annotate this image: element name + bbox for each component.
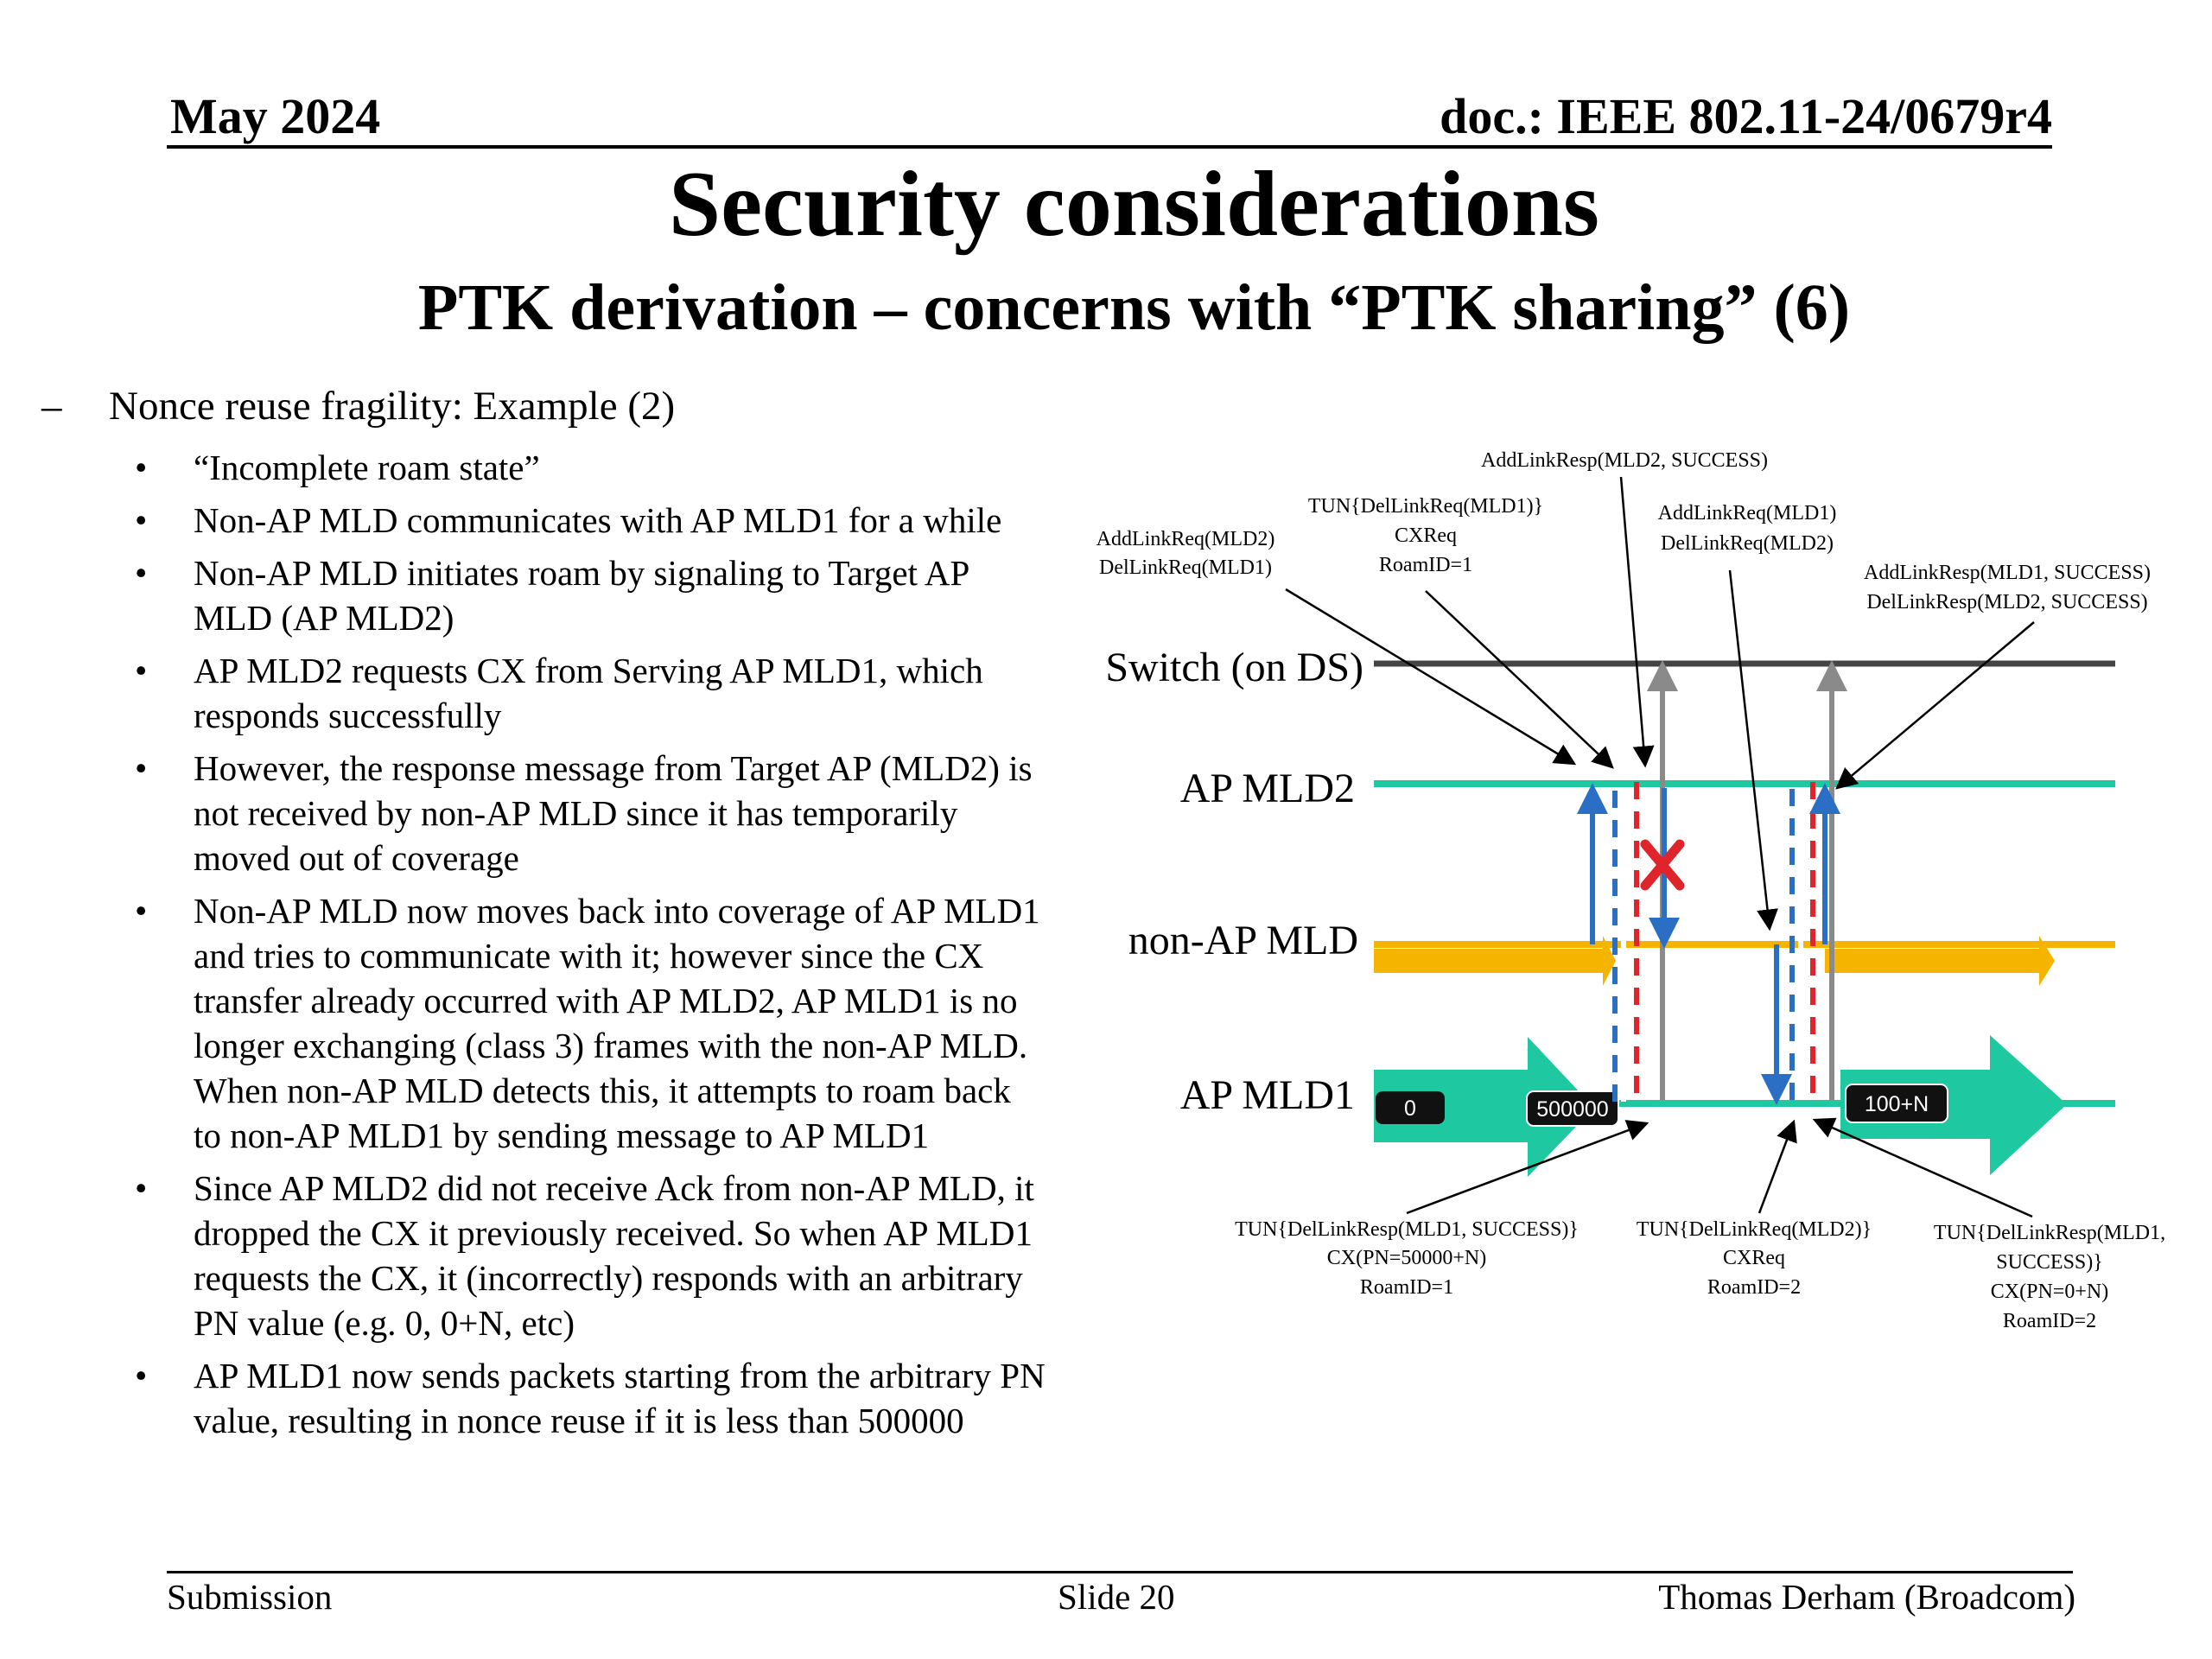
bullet-item: • Non-AP MLD initiates roam by signaling to Target AP MLD (AP MLD2) <box>130 550 1046 640</box>
annotation-addlinkresp-mld1 <box>1864 562 2151 613</box>
svg-text:AddLinkResp(MLD1, SUCCESS): AddLinkResp(MLD1, SUCCESS) <box>1863 562 2152 584</box>
svg-text:AddLinkResp(MLD2, SUCCESS): AddLinkResp(MLD2, SUCCESS) <box>1480 449 1769 472</box>
slide-subtitle: PTK derivation – concerns with “PTK sharing” (6) <box>417 271 1851 344</box>
callout-addlinkreq-mld1 <box>1730 570 1770 929</box>
annotation-addlinkreq-mld2 <box>1096 528 1275 579</box>
callout-tun-dellinkreq-mld2 <box>1759 1122 1794 1213</box>
svg-text:0: 0 <box>1404 1096 1416 1121</box>
pn-badge-end <box>1846 1084 1948 1122</box>
svg-text:SUCCESS)}: SUCCESS)} <box>1996 1251 2103 1274</box>
callout-addlinkresp-mld2 <box>1621 477 1645 766</box>
svg-text:500000: 500000 <box>1536 1097 1609 1122</box>
svg-text:DelLinkReq(MLD1): DelLinkReq(MLD1) <box>1099 556 1272 579</box>
svg-text:RoamID=2: RoamID=2 <box>2002 1310 2097 1332</box>
svg-text:CXReq: CXReq <box>1723 1247 1785 1269</box>
bullet-item: • However, the response message from Target AP (MLD2) is not received by non-AP MLD since it has temporarily moved out of coverage <box>130 746 1046 880</box>
annotation-addlinkreq-mld1 <box>1658 502 1837 555</box>
annotation-tun-dellinkresp-mld1-b <box>1934 1222 2165 1332</box>
bullet-item: • AP MLD2 requests CX from Serving AP MLD1, which responds successfully <box>130 648 1046 738</box>
bullet-item: • Non-AP MLD now moves back into coverage of AP MLD1 and tries to communicate with it; however since the CX transfer already occurred with AP MLD2, AP MLD1 is no longer exchanging (class 3) frames with the non-AP MLD. When non-AP MLD detects this, it attempts to roam back to non-AP MLD1 by sending message to AP MLD1 <box>130 888 1046 1158</box>
svg-text:CX(PN=0+N): CX(PN=0+N) <box>1990 1281 2109 1303</box>
svg-text:AddLinkReq(MLD2): AddLinkReq(MLD2) <box>1096 528 1275 550</box>
header-doc-id: doc.: IEEE 802.11-24/0679r4 <box>1440 88 2052 144</box>
annotation-tun-dellinkresp-mld1 <box>1235 1218 1579 1299</box>
svg-text:DelLinkResp(MLD2, SUCCESS): DelLinkResp(MLD2, SUCCESS) <box>1866 591 2148 613</box>
slide-title: Security considerations <box>669 153 1599 256</box>
footer-slide-number: Slide 20 <box>1058 1577 1175 1617</box>
svg-text:RoamID=1: RoamID=1 <box>1378 554 1473 576</box>
bullet-item: • Non-AP MLD communicates with AP MLD1 for a while <box>130 498 1046 543</box>
svg-text:CX(PN=50000+N): CX(PN=50000+N) <box>1326 1247 1487 1269</box>
callout-addlinkresp-mld1 <box>1837 622 2034 788</box>
footer-submission: Submission <box>167 1577 333 1617</box>
footer-author: Thomas Derham (Broadcom) <box>1658 1577 2075 1617</box>
svg-text:RoamID=1: RoamID=1 <box>1359 1276 1454 1299</box>
pn-badge-mid <box>1527 1091 1618 1126</box>
bullet-item: • “Incomplete roam state” <box>130 445 1046 490</box>
row-label-ap-mld1: AP MLD1 <box>1179 1072 1355 1118</box>
header-date: May 2024 <box>170 88 381 144</box>
bullet-item: • Since AP MLD2 did not receive Ack from non-AP MLD, it dropped the CX it previously received. So when AP MLD1 requests the CX, it (incorrectly) responds with an arbitrary PN value (e.g. 0, 0+N, etc) <box>130 1166 1046 1345</box>
svg-text:TUN{DelLinkResp(MLD1,: TUN{DelLinkResp(MLD1, <box>1933 1222 2166 1244</box>
svg-text:AddLinkReq(MLD1): AddLinkReq(MLD1) <box>1657 502 1837 524</box>
svg-text:CXReq: CXReq <box>1395 524 1457 547</box>
annotation-addlinkresp-mld2 <box>1481 449 1768 472</box>
svg-text:TUN{DelLinkResp(MLD1, SUCCESS): TUN{DelLinkResp(MLD1, SUCCESS)} <box>1235 1218 1579 1241</box>
annotation-tun-dellinkreq-mld1 <box>1308 495 1543 576</box>
annotation-tun-dellinkreq-mld2 <box>1637 1218 1872 1299</box>
svg-text:RoamID=2: RoamID=2 <box>1707 1276 1802 1299</box>
svg-text:TUN{DelLinkReq(MLD2)}: TUN{DelLinkReq(MLD2)} <box>1636 1218 1872 1241</box>
pn-badge-start <box>1376 1091 1445 1124</box>
svg-text:DelLinkReq(MLD2): DelLinkReq(MLD2) <box>1661 532 1834 555</box>
row-label-switch: Switch (on DS) <box>1105 645 1363 690</box>
row-label-non-ap-mld: non-AP MLD <box>1128 918 1358 963</box>
footer-rule <box>167 1571 2073 1573</box>
lead-text: Nonce reuse fragility: Example (2) <box>109 384 676 429</box>
svg-text:100+N: 100+N <box>1864 1092 1929 1116</box>
lead-dash: – <box>41 384 62 429</box>
bullet-item: • AP MLD1 now sends packets starting from the arbitrary PN value, resulting in nonce reuse if it is less than 500000 <box>130 1353 1046 1443</box>
callout-tun-dellinkreq-mld1 <box>1426 591 1612 767</box>
row-label-ap-mld2: AP MLD2 <box>1179 766 1355 811</box>
svg-text:TUN{DelLinkReq(MLD1)}: TUN{DelLinkReq(MLD1)} <box>1307 495 1544 518</box>
